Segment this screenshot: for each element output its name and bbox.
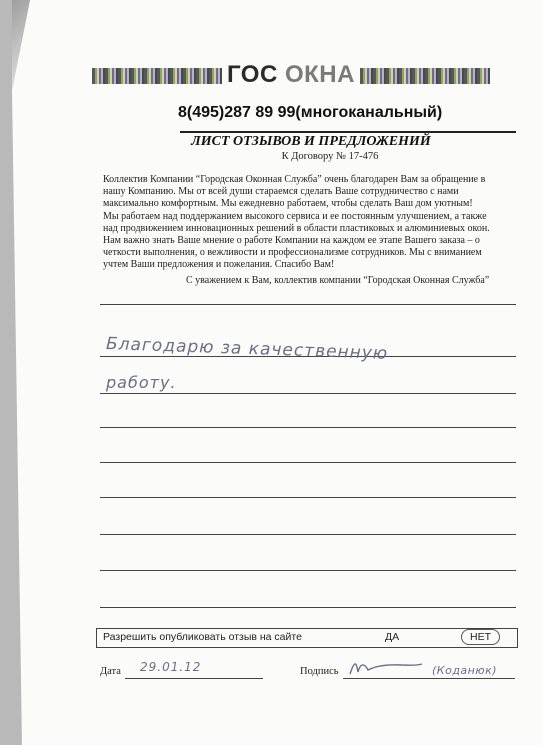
publish-yes-option[interactable]: ДА <box>385 631 400 643</box>
contract-number: К Договору № 17-476 <box>281 151 379 162</box>
intro-line: нашу Компанию. Мы от всей души стараемся сделать Ваше сотрудничество с нами <box>103 186 459 198</box>
logo-part-okna: ОКНА <box>284 61 355 88</box>
logo-stripe-left <box>92 68 222 84</box>
writing-line <box>100 393 516 394</box>
handwritten-review-line-2: работу. <box>106 373 177 392</box>
intro-line: четкости выполнения, о вежливости и профессионализме сотрудников. Мы с вниманием <box>103 247 482 259</box>
logo-stripe-right <box>360 68 490 84</box>
writing-line <box>100 570 516 571</box>
writing-line <box>100 607 516 608</box>
writing-line <box>100 427 516 428</box>
publish-label: Разрешить опубликовать отзыв на сайте <box>103 631 302 643</box>
writing-line <box>100 497 516 498</box>
writing-line <box>100 534 516 535</box>
handwritten-review-line-1: Благодарю за качественную <box>105 334 389 364</box>
sheet-title: ЛИСТ ОТЗЫВОВ И ПРЕДЛОЖЕНИЙ <box>191 134 431 149</box>
signature-name: (Коданюк) <box>432 664 498 677</box>
date-label: Дата <box>100 666 121 677</box>
writing-line <box>100 462 516 463</box>
intro-line: Коллектив Компании “Городская Оконная Служба” очень благодарен Вам за обращение в <box>103 174 486 185</box>
closing-text: С уважением к Вам, коллектив компании “Городская Оконная Служба” <box>186 275 490 286</box>
intro-line: Мы работаем над поддержанием высокого сервиса и ее постоянным улучшением, а также <box>103 210 487 222</box>
date-line <box>125 678 263 679</box>
intro-line: Нам важно знать Ваше мнение о работе Компании на каждом ее этапе Вашего заказа – о <box>103 235 480 247</box>
publish-no-option[interactable]: НЕТ <box>461 629 500 645</box>
intro-line: учтем Ваши предложения и пожелания. Спасибо Вам! <box>103 259 335 271</box>
logo-text <box>226 61 356 89</box>
handwritten-date: 29.01.12 <box>140 660 202 674</box>
company-logo <box>92 63 490 89</box>
header-divider <box>180 131 516 133</box>
publish-permission-box <box>96 628 518 648</box>
phone-number: 8(495)287 89 99(многоканальный) <box>178 104 443 121</box>
intro-line: максимально комфортным. Мы ежедневно работаем, чтобы сделать Ваш дом уютным! <box>103 198 473 210</box>
signature-mark <box>346 656 426 680</box>
intro-line: над продвижением инновационных решений в области пластиковых и алюминиевых окон. <box>103 222 490 234</box>
logo-part-gos: ГОС <box>227 61 278 88</box>
signature-label: Подпись <box>300 666 339 677</box>
writing-line <box>100 304 516 305</box>
intro-text <box>103 174 521 272</box>
